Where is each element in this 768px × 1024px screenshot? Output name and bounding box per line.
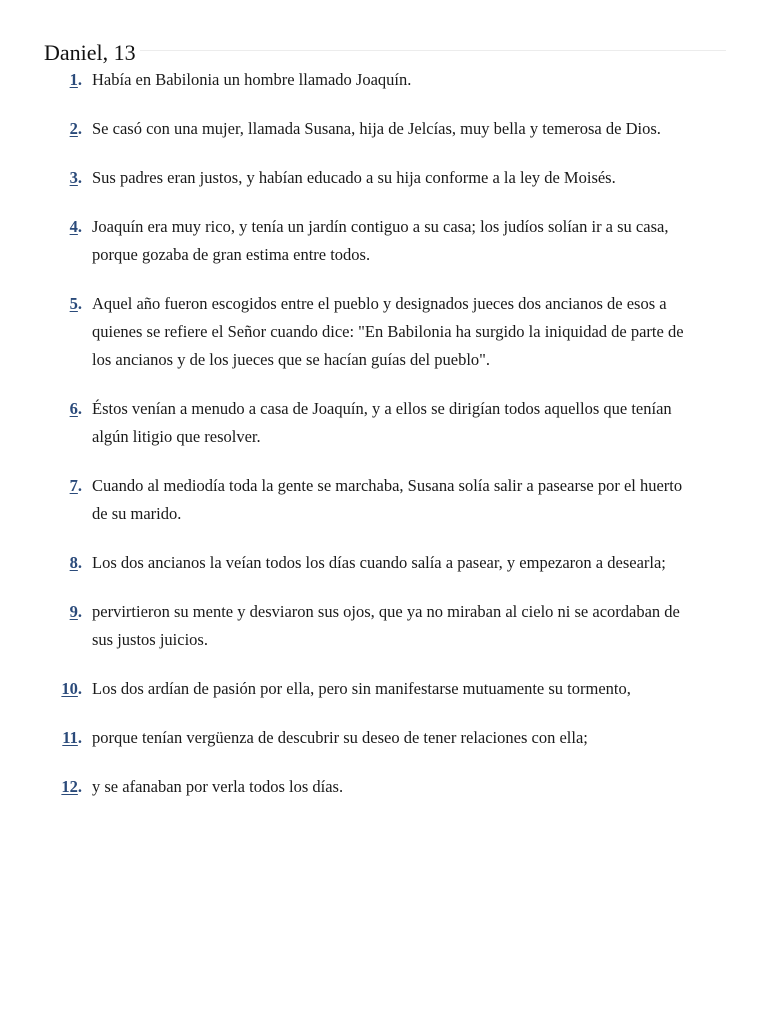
verse-text: Se casó con una mujer, llamada Susana, hija de Jelcías, muy bella y temerosa de Dios. <box>92 119 661 138</box>
verse-number: 5. <box>69 294 82 313</box>
verse-number-link[interactable]: 12 <box>61 777 78 796</box>
chapter-title: Daniel, 13 <box>44 38 140 68</box>
title-divider <box>44 50 726 51</box>
verse-list <box>0 66 768 822</box>
verse-item <box>0 115 768 143</box>
verse-text: Los dos ancianos la veían todos los días cuando salía a pasear, y empezaron a desearla; <box>92 553 666 572</box>
verse-number: 6. <box>69 399 82 418</box>
verse-number-link[interactable]: 9 <box>69 602 78 621</box>
verse-item <box>0 164 768 192</box>
verse-number: 9. <box>69 602 82 621</box>
verse-text: Éstos venían a menudo a casa de Joaquín, y a ellos se dirigían todos aquellos que tenían algún litigio que resolver. <box>92 399 672 446</box>
verse-text: Los dos ardían de pasión por ella, pero sin manifestarse mutuamente su tormento, <box>92 679 631 698</box>
verse-number: 3. <box>69 168 82 187</box>
verse-number-link[interactable]: 5 <box>69 294 78 313</box>
verse-number: 2. <box>69 119 82 138</box>
verse-number-link[interactable]: 2 <box>69 119 78 138</box>
verse-item <box>0 395 768 451</box>
verse-item <box>0 213 768 269</box>
verse-number-link[interactable]: 8 <box>69 553 78 572</box>
verse-text: Aquel año fueron escogidos entre el pueblo y designados jueces dos ancianos de esos a quienes se refiere el Señor cuando dice: "En Babilonia ha surgido la iniquidad de parte de los ancianos y de los jueces que se hacían guías del pueblo". <box>92 294 684 369</box>
verse-text: pervirtieron su mente y desviaron sus ojos, que ya no miraban al cielo ni se acordaban de sus justos juicios. <box>92 602 680 649</box>
verse-text: Sus padres eran justos, y habían educado a su hija conforme a la ley de Moisés. <box>92 168 616 187</box>
verse-text: Cuando al mediodía toda la gente se marchaba, Susana solía salir a pasearse por el huerto de su marido. <box>92 476 683 523</box>
verse-text: Joaquín era muy rico, y tenía un jardín contiguo a su casa; los judíos solían ir a su casa, porque gozaba de gran estima entre todos. <box>92 217 669 264</box>
verse-number: 8. <box>69 553 82 572</box>
verse-item <box>0 773 768 801</box>
verse-item <box>0 472 768 528</box>
verse-number: 1. <box>69 70 82 89</box>
verse-item <box>0 290 768 374</box>
verse-number: 7. <box>69 476 82 495</box>
verse-text: Había en Babilonia un hombre llamado Joaquín. <box>92 70 412 89</box>
verse-item <box>0 675 768 703</box>
verse-number-link[interactable]: 10 <box>61 679 78 698</box>
verse-item <box>0 66 768 94</box>
title-row <box>44 38 726 68</box>
verse-item <box>0 724 768 752</box>
verse-item <box>0 598 768 654</box>
verse-number-link[interactable]: 1 <box>69 70 78 89</box>
verse-number: 4. <box>69 217 82 236</box>
verse-number-link[interactable]: 6 <box>69 399 78 418</box>
verse-number-link[interactable]: 7 <box>69 476 78 495</box>
verse-number-link[interactable]: 4 <box>69 217 78 236</box>
verse-text: porque tenían vergüenza de descubrir su deseo de tener relaciones con ella; <box>92 728 588 747</box>
verse-item <box>0 549 768 577</box>
verse-number-link[interactable]: 11 <box>62 728 78 747</box>
verse-number: 10. <box>61 679 82 698</box>
verse-text: y se afanaban por verla todos los días. <box>92 777 344 796</box>
verse-number-link[interactable]: 3 <box>69 168 78 187</box>
verse-number: 11. <box>62 728 82 747</box>
verse-number: 12. <box>61 777 82 796</box>
